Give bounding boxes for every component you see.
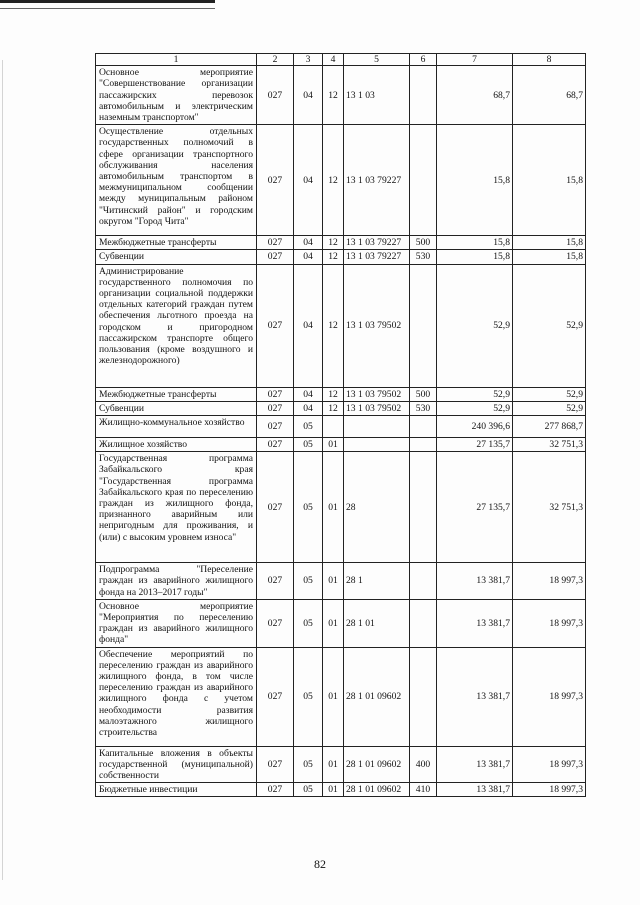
row-name: Бюджетные инвестиции [96, 783, 257, 797]
row-target-code: 28 1 01 09602 [344, 746, 410, 783]
row-amount-1: 240 396,6 [437, 416, 513, 438]
table-row [96, 783, 586, 797]
row-ministry-code: 027 [257, 438, 294, 452]
row-subsection-code: 12 [323, 264, 344, 387]
table-row [96, 416, 586, 438]
row-target-code: 13 1 03 79227 [344, 236, 410, 250]
row-target-code: 28 1 01 09602 [344, 647, 410, 746]
row-amount-1: 13 381,7 [437, 783, 513, 797]
row-section-code: 05 [294, 416, 323, 438]
row-expense-code [410, 416, 437, 438]
table-row [96, 264, 586, 387]
row-name: Основное мероприятие "Совершенствование организации пассажирских перевозок автомобильным и электрическим наземным транспортом" [96, 66, 257, 125]
row-amount-2: 15,8 [513, 236, 586, 250]
row-expense-code: 400 [410, 746, 437, 783]
row-name: Межбюджетные трансферты [96, 387, 257, 401]
row-ministry-code: 027 [257, 416, 294, 438]
row-expense-code [410, 647, 437, 746]
row-expense-code [410, 125, 437, 236]
row-amount-1: 13 381,7 [437, 563, 513, 600]
row-expense-code: 500 [410, 387, 437, 401]
col-header-5: 5 [344, 54, 410, 66]
row-subsection-code: 12 [323, 66, 344, 125]
row-amount-1: 52,9 [437, 401, 513, 415]
col-header-7: 7 [437, 54, 513, 66]
table-row [96, 647, 586, 746]
row-amount-2: 18 997,3 [513, 746, 586, 783]
row-target-code: 28 1 01 09602 [344, 783, 410, 797]
row-ministry-code: 027 [257, 563, 294, 600]
row-ministry-code: 027 [257, 783, 294, 797]
row-amount-1: 13 381,7 [437, 647, 513, 746]
row-expense-code: 410 [410, 783, 437, 797]
row-ministry-code: 027 [257, 236, 294, 250]
row-amount-2: 18 997,3 [513, 783, 586, 797]
row-name: Государственная программа Забайкальского края "Государственная программа Забайкальского края по переселению граждан из жилищного фонда, признанного аварийным или непригодным для проживания, и (или) с высоким уровнем износа" [96, 452, 257, 563]
row-expense-code [410, 599, 437, 647]
table-row [96, 66, 586, 125]
row-section-code: 04 [294, 125, 323, 236]
row-section-code: 05 [294, 563, 323, 600]
row-section-code: 05 [294, 647, 323, 746]
row-ministry-code: 027 [257, 250, 294, 264]
table-row [96, 387, 586, 401]
table-row [96, 401, 586, 415]
row-amount-2: 18 997,3 [513, 563, 586, 600]
row-expense-code: 530 [410, 401, 437, 415]
row-subsection-code: 12 [323, 236, 344, 250]
row-name: Субвенции [96, 250, 257, 264]
row-amount-2: 32 751,3 [513, 452, 586, 563]
row-amount-1: 15,8 [437, 125, 513, 236]
table-row [96, 250, 586, 264]
scan-left-edge [2, 60, 3, 880]
row-name: Жилищно-коммунальное хозяйство [96, 416, 257, 438]
row-name: Капитальные вложения в объекты государственной (муниципальной) собственности [96, 746, 257, 783]
col-header-3: 3 [294, 54, 323, 66]
row-name: Основное мероприятие "Мероприятия по переселению граждан из аварийного жилищного фонда" [96, 599, 257, 647]
row-amount-2: 18 997,3 [513, 599, 586, 647]
row-subsection-code: 12 [323, 125, 344, 236]
row-target-code: 28 1 01 [344, 599, 410, 647]
table-row [96, 563, 586, 600]
row-ministry-code: 027 [257, 452, 294, 563]
col-header-2: 2 [257, 54, 294, 66]
table-row [96, 746, 586, 783]
row-amount-1: 13 381,7 [437, 746, 513, 783]
row-amount-1: 15,8 [437, 250, 513, 264]
row-section-code: 05 [294, 783, 323, 797]
row-section-code: 05 [294, 746, 323, 783]
row-amount-2: 18 997,3 [513, 647, 586, 746]
row-amount-2: 15,8 [513, 250, 586, 264]
row-expense-code: 500 [410, 236, 437, 250]
row-section-code: 04 [294, 250, 323, 264]
row-ministry-code: 027 [257, 387, 294, 401]
row-target-code: 28 1 [344, 563, 410, 600]
row-amount-1: 27 135,7 [437, 438, 513, 452]
row-subsection-code: 01 [323, 438, 344, 452]
row-section-code: 05 [294, 452, 323, 563]
table-row [96, 125, 586, 236]
row-amount-2: 68,7 [513, 66, 586, 125]
col-header-4: 4 [323, 54, 344, 66]
row-section-code: 05 [294, 438, 323, 452]
row-expense-code [410, 66, 437, 125]
row-name: Подпрограмма "Переселение граждан из аварийного жилищного фонда на 2013–2017 годы" [96, 563, 257, 600]
row-name: Обеспечение мероприятий по переселению граждан из аварийного жилищного фонда, в том числе переселению граждан из аварийного жилищного фонда с учетом необходимости развития малоэтажного жилищного строительства [96, 647, 257, 746]
col-header-8: 8 [513, 54, 586, 66]
row-subsection-code: 12 [323, 250, 344, 264]
row-target-code: 13 1 03 79227 [344, 125, 410, 236]
row-subsection-code [323, 416, 344, 438]
col-header-1: 1 [96, 54, 257, 66]
row-section-code: 04 [294, 264, 323, 387]
row-section-code: 04 [294, 387, 323, 401]
row-section-code: 04 [294, 66, 323, 125]
row-subsection-code: 01 [323, 599, 344, 647]
row-ministry-code: 027 [257, 599, 294, 647]
budget-table [95, 53, 586, 797]
row-amount-1: 13 381,7 [437, 599, 513, 647]
row-subsection-code: 01 [323, 783, 344, 797]
row-amount-2: 52,9 [513, 264, 586, 387]
row-subsection-code: 12 [323, 401, 344, 415]
row-section-code: 05 [294, 599, 323, 647]
row-ministry-code: 027 [257, 125, 294, 236]
row-ministry-code: 027 [257, 746, 294, 783]
row-amount-1: 27 135,7 [437, 452, 513, 563]
table-row [96, 438, 586, 452]
row-section-code: 04 [294, 401, 323, 415]
row-expense-code [410, 563, 437, 600]
table-row [96, 599, 586, 647]
row-target-code [344, 416, 410, 438]
row-ministry-code: 027 [257, 647, 294, 746]
row-expense-code [410, 264, 437, 387]
table-row [96, 452, 586, 563]
row-target-code: 28 [344, 452, 410, 563]
scan-top-line [0, 8, 215, 9]
row-section-code: 04 [294, 236, 323, 250]
row-expense-code [410, 438, 437, 452]
row-amount-1: 52,9 [437, 264, 513, 387]
row-subsection-code: 01 [323, 452, 344, 563]
row-amount-2: 15,8 [513, 125, 586, 236]
row-name: Осуществление отдельных государственных полномочий в сфере организации транспортного обслуживания населения автомобильным транспортом в межмуниципальном сообщении между муниципальным районом "Читинский район" и городским округом "Город Чита" [96, 125, 257, 236]
row-ministry-code: 027 [257, 401, 294, 415]
row-amount-2: 32 751,3 [513, 438, 586, 452]
col-header-6: 6 [410, 54, 437, 66]
row-amount-2: 277 868,7 [513, 416, 586, 438]
row-target-code: 13 1 03 79502 [344, 264, 410, 387]
row-amount-2: 52,9 [513, 401, 586, 415]
row-name: Администрирование государственного полномочия по организации социальной поддержки отдельных категорий граждан путем обеспечения льготного проезда на городском и пригородном пассажирском транспорте общего пользования (кроме воздушного и железнодорожного) [96, 264, 257, 387]
table-row [96, 236, 586, 250]
row-subsection-code: 12 [323, 387, 344, 401]
row-expense-code [410, 452, 437, 563]
row-name: Субвенции [96, 401, 257, 415]
row-subsection-code: 01 [323, 647, 344, 746]
row-amount-1: 15,8 [437, 236, 513, 250]
row-target-code: 13 1 03 79502 [344, 401, 410, 415]
row-target-code: 13 1 03 79227 [344, 250, 410, 264]
row-amount-1: 52,9 [437, 387, 513, 401]
row-ministry-code: 027 [257, 66, 294, 125]
row-target-code: 13 1 03 79502 [344, 387, 410, 401]
row-subsection-code: 01 [323, 563, 344, 600]
row-name: Межбюджетные трансферты [96, 236, 257, 250]
row-expense-code: 530 [410, 250, 437, 264]
row-subsection-code: 01 [323, 746, 344, 783]
row-name: Жилищное хозяйство [96, 438, 257, 452]
row-target-code [344, 438, 410, 452]
scan-top-bar [0, 0, 215, 3]
row-target-code: 13 1 03 [344, 66, 410, 125]
row-ministry-code: 027 [257, 264, 294, 387]
row-amount-2: 52,9 [513, 387, 586, 401]
table-header-row [96, 54, 586, 66]
page-number: 82 [314, 857, 326, 871]
row-amount-1: 68,7 [437, 66, 513, 125]
